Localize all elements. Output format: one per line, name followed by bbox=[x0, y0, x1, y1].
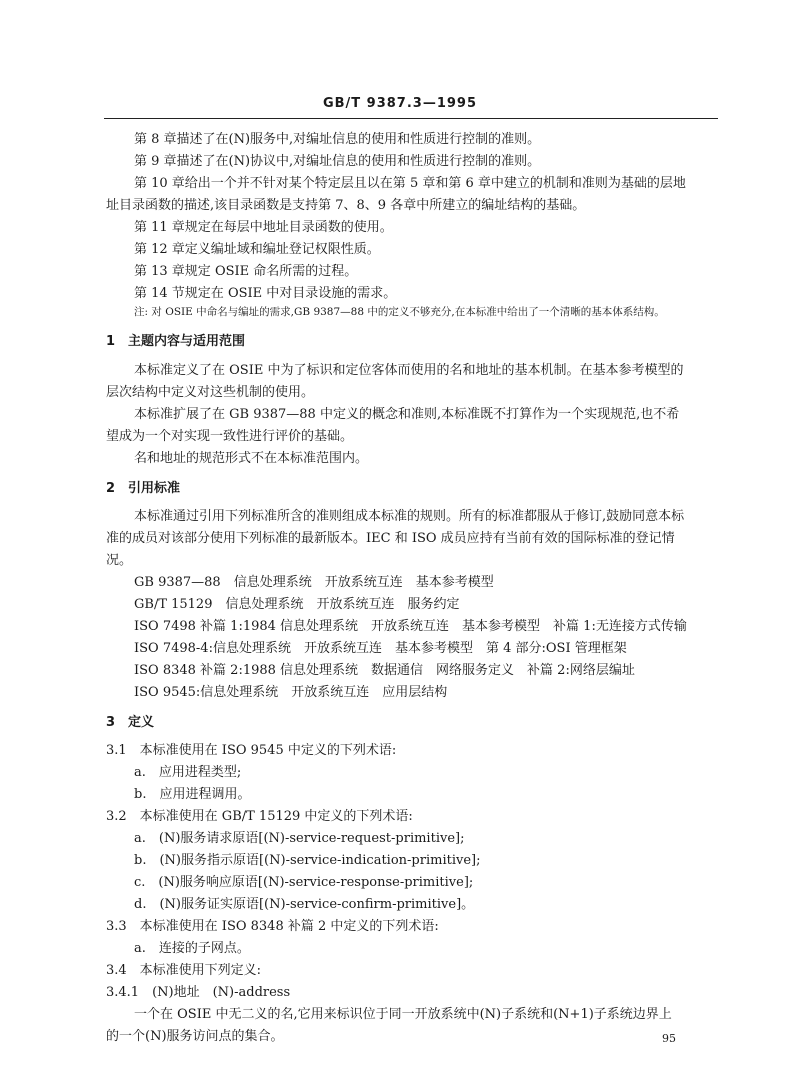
clause-line: 3.2 本标准使用在 GB/T 15129 中定义的下列术语: bbox=[106, 809, 413, 824]
paragraph-line: 本标准扩展了在 GB 9387—88 中定义的概念和准则,本标准既不打算作为一个实现规范,也不希 bbox=[134, 407, 680, 422]
intro-line: 第 14 节规定在 OSIE 中对目录设施的需求。 bbox=[134, 286, 397, 301]
clause-line: 3.1 本标准使用在 ISO 9545 中定义的下列术语: bbox=[106, 743, 397, 758]
list-item: c. (N)服务响应原语[(N)-service-response-primitive]; bbox=[134, 875, 474, 890]
clause-line: 3.3 本标准使用在 ISO 8348 补篇 2 中定义的下列术语: bbox=[106, 919, 439, 934]
intro-line: 第 9 章描述了在(N)协议中,对编址信息的使用和性质进行控制的准则。 bbox=[134, 154, 541, 169]
paragraph-line: 本标准定义了在 OSIE 中为了标识和定位客体而使用的名和地址的基本机制。在基本参考模型的 bbox=[134, 363, 684, 378]
list-item: b. (N)服务指示原语[(N)-service-indication-primitive]; bbox=[134, 853, 481, 868]
intro-line: 第 12 章定义编址域和编址登记权限性质。 bbox=[134, 242, 380, 257]
note: 注: 对 OSIE 中命名与编址的需求,GB 9387—88 中的定义不够充分,在本标准中给出了一个清晰的基本体系结构。 bbox=[134, 306, 665, 318]
intro-line: 第 10 章给出一个并不针对某个特定层且以在第 5 章和第 6 章中建立的机制和准则为基础的层地 bbox=[134, 176, 686, 191]
reference-item: ISO 7498 补篇 1:1984 信息处理系统 开放系统互连 基本参考模型 补篇 1:无连接方式传输 bbox=[134, 619, 687, 634]
paragraph-line: 本标准通过引用下列标准所含的准则组成本标准的规则。所有的标准都服从于修订,鼓励同意本标 bbox=[134, 509, 685, 524]
section-heading: 3 定义 bbox=[106, 715, 155, 730]
standard-header: GB/T 9387.3—1995 bbox=[322, 96, 478, 111]
page-number: 95 bbox=[662, 1032, 676, 1045]
section-heading: 2 引用标准 bbox=[106, 481, 181, 496]
paragraph-line: 一个在 OSIE 中无二义的名,它用来标识位于同一开放系统中(N)子系统和(N+1)子系统边界上 bbox=[134, 1007, 672, 1022]
intro-line: 第 13 章规定 OSIE 命名所需的过程。 bbox=[134, 264, 358, 279]
paragraph-line: 准的成员对该部分使用下列标准的最新版本。IEC 和 ISO 成员应持有当前有效的国际标准的登记情 bbox=[106, 531, 675, 546]
clause-line: 3.4.1 (N)地址 (N)-address bbox=[106, 985, 291, 1000]
intro-line: 第 8 章描述了在(N)服务中,对编址信息的使用和性质进行控制的准则。 bbox=[134, 132, 541, 147]
reference-item: GB/T 15129 信息处理系统 开放系统互连 服务约定 bbox=[134, 597, 460, 612]
intro-line: 址目录函数的描述,该目录函数是支持第 7、8、9 各章中所建立的编址结构的基础。 bbox=[106, 198, 586, 213]
paragraph-line: 望成为一个对实现一致性进行评价的基础。 bbox=[106, 429, 354, 444]
paragraph-line: 况。 bbox=[106, 553, 133, 568]
list-item: a. 应用进程类型; bbox=[134, 765, 242, 780]
paragraph-line: 的一个(N)服务访问点的集合。 bbox=[106, 1029, 284, 1044]
section-heading: 1 主题内容与适用范围 bbox=[106, 334, 246, 349]
list-item: b. 应用进程调用。 bbox=[134, 787, 251, 802]
reference-item: ISO 9545:信息处理系统 开放系统互连 应用层结构 bbox=[134, 685, 448, 700]
intro-line: 第 11 章规定在每层中地址目录函数的使用。 bbox=[134, 220, 393, 235]
reference-item: ISO 7498-4:信息处理系统 开放系统互连 基本参考模型 第 4 部分:OSI 管理框架 bbox=[134, 641, 627, 656]
paragraph-line: 名和地址的规范形式不在本标准范围内。 bbox=[134, 451, 369, 466]
list-item: d. (N)服务证实原语[(N)-service-confirm-primitive]。 bbox=[134, 897, 475, 912]
header-rule bbox=[104, 118, 718, 119]
paragraph-line: 层次结构中定义对这些机制的使用。 bbox=[106, 385, 315, 400]
list-item: a. 连接的子网点。 bbox=[134, 941, 250, 956]
list-item: a. (N)服务请求原语[(N)-service-request-primitive]; bbox=[134, 831, 465, 846]
reference-item: ISO 8348 补篇 2:1988 信息处理系统 数据通信 网络服务定义 补篇 2:网络层编址 bbox=[134, 663, 635, 678]
clause-line: 3.4 本标准使用下列定义: bbox=[106, 963, 262, 978]
reference-item: GB 9387—88 信息处理系统 开放系统互连 基本参考模型 bbox=[134, 575, 494, 590]
